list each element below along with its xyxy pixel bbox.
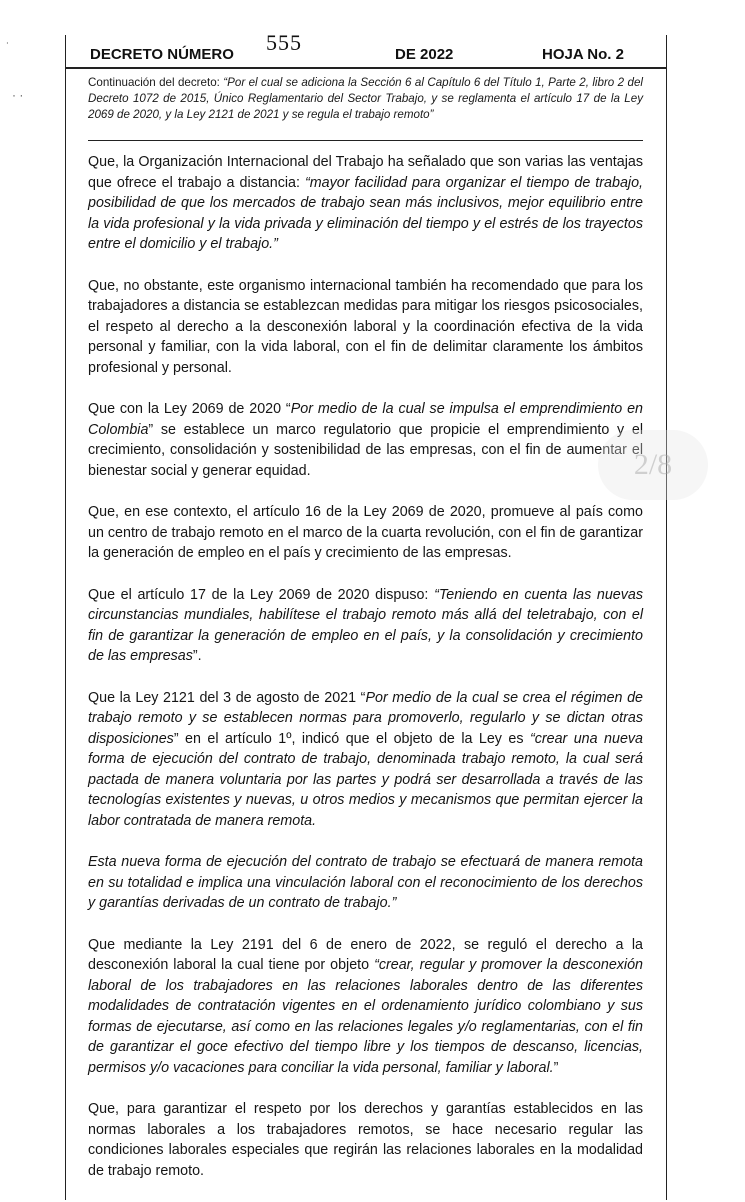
paragraph-text: Que mediante la Ley 2191 del 6 de enero de 2022, se reguló el derecho a la desconexión laboral la cual tiene por objeto (88, 936, 643, 973)
quote-text: “crear una nueva forma de ejecución del contrato de trabajo, denominada trabajo remoto, la cual será pactada de manera voluntaria por las partes y podrá ser desarrollada a través de las tecnologías existentes y nuevas, u otros medios y mecanismos que permitan ejercer la labor contratada de manera remota. (88, 730, 643, 829)
page-stamp: 2/8 (598, 430, 708, 500)
paragraph-recommendation (88, 276, 643, 379)
paragraph-articulo-16 (88, 502, 643, 564)
paragraph-text: Que la Ley 2121 del 3 de agosto de 2021 “ (88, 689, 366, 706)
paragraph-text: Que, para garantizar el respeto por los derechos y garantías establecidos en las normas laborales a los trabajadores remotos, se hace necesario regular las condiciones laborales especiales que regirán las relaciones laborales en la modalidad de trabajo remoto. (88, 1101, 643, 1179)
paragraph-text: ” en el artículo 1º, indicó que el objeto de la Ley es (173, 730, 530, 747)
paragraph-ley-2069 (88, 399, 643, 481)
margin-mark: ˙ (6, 40, 10, 54)
decree-number-label: DECRETO NÚMERO (90, 46, 234, 63)
quote-text: “mayor facilidad para organizar el tiempo de trabajo, posibilidad de que los mercados de trabajo sean más inclusivos, mejor equilibrio entre la vida profesional y la vida privada y eliminación del tiempo y el estrés de los trayectos entre el domicilio y el trabajo.” (88, 174, 643, 252)
decree-continuation (88, 75, 643, 123)
quote-text: Esta nueva forma de ejecución del contrato de trabajo se efectuará de manera remota en su totalidad e implica una vinculación laboral con el reconocimiento de los derechos y garantías derivadas de un contrato de trabajo.” (88, 854, 643, 911)
paragraph-articulo-17 (88, 585, 643, 667)
paragraph-text: Que, no obstante, este organismo internacional también ha recomendado que para los trabajadores a distancia se establezcan medidas para mitigar los riesgos psicosociales, el respeto al derecho a la desconexión laboral y la coordinación efectiva de la vida personal y familiar, con la vida laboral, con el fin de delimitar claramente los ámbitos profesional y personal. (88, 277, 643, 376)
quote-text: “Teniendo en cuenta las nuevas circunstancias mundiales, habilítese el trabajo remoto más allá del teletrabajo, con el fin de garantizar la generación de empleo en el país, y la consolidación y crecimiento de las empresas (88, 586, 643, 664)
paragraph-ley-2191 (88, 935, 643, 1079)
paragraph-text: Que, la Organización Internacional del Trabajo ha señalado que son varias las ventajas que ofrece el trabajo a distancia: (88, 154, 643, 191)
paragraph-text: Que con la Ley 2069 de 2020 “ (88, 401, 291, 417)
paragraph-ley-2121 (88, 688, 643, 832)
header-divider (65, 67, 667, 69)
paragraph-nueva-forma (88, 852, 643, 914)
paragraph-text: ” (553, 1059, 559, 1076)
decree-number: 555 (266, 30, 302, 55)
paragraph-oit (88, 152, 643, 255)
continuation-lead: Continuación del decreto: (88, 76, 224, 89)
paragraph-text: ” se establece un marco regulatorio que propicie el emprendimiento y el crecimiento, consolidación y sostenibilidad de las empresas, con el fin de aumentar el bienestar social y generar equidad. (88, 421, 643, 479)
continuation-title: “Por el cual se adiciona la Sección 6 al Capítulo 6 del Título 1, Parte 2, libro 2 del Decreto 1072 de 2015, Único Reglamentario del Sector Trabajo, y se reglamenta el artículo 17 de la Ley 2069 de 2020, y la Ley 2121 de 2021 y se regula el trabajo remoto” (88, 76, 643, 121)
margin-mark: · · (12, 88, 24, 102)
quote-text: “crear, regular y promover la desconexión laboral de los trabajadores en las relaciones laborales dentro de las diferentes modalidades de contratación vigentes en el ordenamiento jurídico colombiano y sus formas de ejecutarse, así como en las relaciones legales y/o reglamentarias, con el fin de garantizar el goce efectivo del tiempo libre y los tiempos de descanso, licencias, permisos y/o vacaciones para conciliar la vida personal, familiar y laboral. (88, 957, 643, 1076)
document-body (88, 152, 643, 1202)
paragraph-garantias (88, 1099, 643, 1181)
paragraph-text: Que el artículo 17 de la Ley 2069 de 2020 dispuso: (88, 586, 435, 603)
paragraph-text: ”. (192, 648, 202, 664)
decree-year: DE 2022 (395, 46, 454, 63)
paragraph-text: Que, en ese contexto, el artículo 16 de la Ley 2069 de 2020, promueve al país como un centro de trabajo remoto en el marco de la cuarta revolución, con el fin de garantizar la generación de empleo en el país y crecimiento de las empresas. (88, 504, 643, 561)
quote-text: Por medio de la cual se impulsa el emprendimiento en Colombia (88, 401, 643, 438)
continuation-divider (88, 140, 643, 141)
page-number: HOJA No. 2 (542, 46, 624, 63)
quote-text: Por medio de la cual se crea el régimen de trabajo remoto y se establecen normas para promoverlo, regularlo y se dictan otras disposiciones (88, 689, 643, 747)
decree-header (88, 30, 648, 66)
